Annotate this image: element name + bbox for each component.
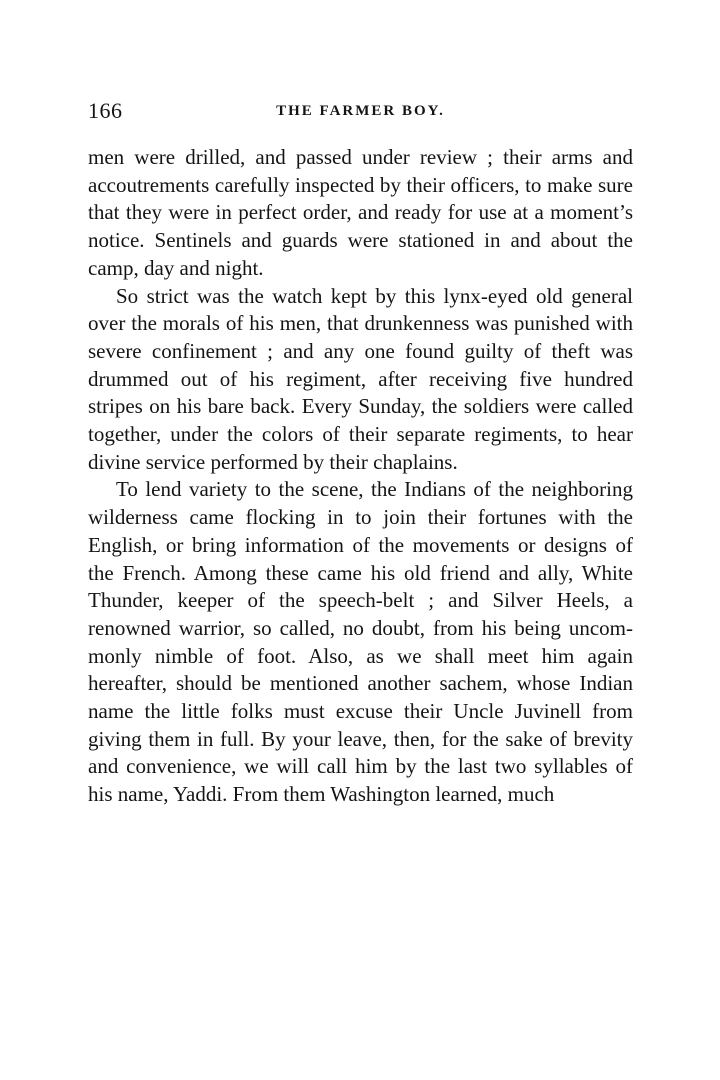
- page-number: 166: [88, 98, 123, 123]
- body-text: [88, 144, 633, 809]
- paragraph-discipline: So strict was the watch kept by this lynx-eyed old general over the morals of his men, that drunkenness was punished with severe confinement ; and any one found guilty of theft was drummed out of his regiment, after receiving five hundred stripes on his bare back. Every Sunday, the soldiers were called together, under the colors of their separate regiments, to hear divine service performed by their chaplains.: [88, 283, 633, 474]
- paragraph-continued: men were drilled, and passed under review ; their arms and accoutrements carefully inspected by their officers, to make sure that they were in perfect order, and ready for use at a moment’s notice. Sentinels and guards were stationed in and about the camp, day and night.: [88, 145, 633, 280]
- running-header: [88, 98, 633, 132]
- paragraph-indians: To lend variety to the scene, the Indians of the neighboring wilderness came flocking in to join their fortunes with the English, or bring information of the movements or designs of the French. Among these came his old friend and ally, White Thunder, keeper of the speech-belt ; and Silver Heels, a renowned warrior, so called, no doubt, from his being uncommonly nimble of foot. Also, as we shall meet him again hereafter, should be mentioned another sachem, whose Indian name the little folks must excuse their Uncle Juvinell from giving them in full. By your leave, then, for the sake of brevity and convenience, we will call him by the last two syllables of his name, Yaddi. From them Washington learned, much: [88, 477, 633, 807]
- running-title: THE FARMER BOY.: [276, 103, 445, 119]
- book-page: [88, 98, 633, 809]
